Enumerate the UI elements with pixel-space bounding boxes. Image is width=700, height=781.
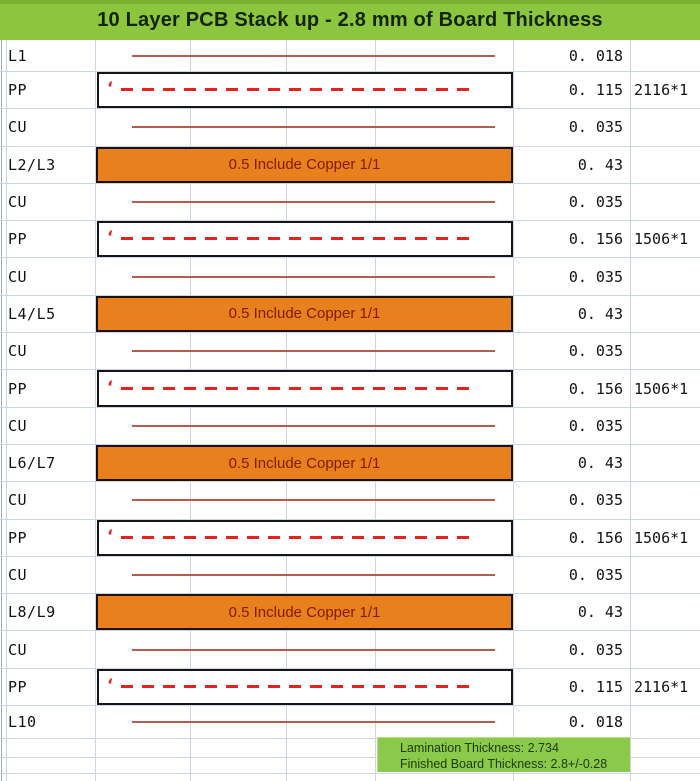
stackup-table (0, 40, 700, 739)
material-note (630, 445, 700, 481)
layer-graphic (95, 147, 513, 183)
layer-label: PP (8, 677, 28, 696)
thickness-value: 0. 018 (568, 46, 623, 65)
stackup-row (0, 184, 700, 221)
page-title: 10 Layer PCB Stack up - 2.8 mm of Board Thickness (97, 8, 603, 31)
layer-label: CU (8, 640, 28, 659)
layer-graphic (95, 594, 513, 630)
thickness-value: 0. 035 (568, 118, 623, 137)
thickness-value: 0. 035 (568, 416, 623, 435)
material-note (630, 40, 700, 71)
material-note (630, 184, 700, 220)
material-note (630, 557, 700, 593)
thickness-value: 0. 43 (577, 603, 623, 622)
prepreg-start-marker: ‘ (107, 376, 114, 396)
layer-label: PP (8, 81, 28, 100)
layer-label: PP (8, 230, 28, 249)
thickness-value: 0. 035 (568, 491, 623, 510)
material-note (630, 482, 700, 518)
layer-graphic (95, 333, 513, 369)
copper-trace-line (132, 126, 495, 128)
layer-label: CU (8, 566, 28, 584)
layer-label: L6/L7 (8, 454, 56, 473)
layer-graphic (95, 40, 513, 71)
material-note: 1506*1 (634, 230, 689, 249)
layer-label: L1 (8, 46, 28, 65)
layer-label: CU (8, 118, 28, 137)
thickness-value: 0. 035 (568, 640, 623, 659)
copper-trace-line (132, 499, 495, 501)
layer-label: CU (8, 193, 28, 212)
stackup-row (0, 482, 700, 519)
copper-trace-line (132, 574, 495, 576)
thickness-value: 0. 035 (568, 566, 623, 584)
finished-board-thickness-text: Finished Board Thickness: 2.8+/-0.28 (400, 757, 608, 771)
layer-graphic (95, 221, 513, 257)
layer-label: CU (8, 416, 28, 435)
layer-graphic (95, 631, 513, 667)
copper-trace-line (132, 721, 495, 723)
stackup-row (0, 40, 700, 72)
prepreg-dashed-line (121, 536, 473, 539)
stackup-row (0, 557, 700, 594)
stackup-row (0, 706, 700, 739)
layer-graphic (95, 482, 513, 518)
material-note: 1506*1 (634, 528, 689, 547)
layer-graphic (95, 370, 513, 406)
stackup-row (0, 408, 700, 445)
material-note (630, 594, 700, 630)
core-box-label: 0.5 Include Copper 1/1 (228, 305, 381, 323)
thickness-value: 0. 035 (568, 342, 623, 361)
material-note (630, 333, 700, 369)
layer-label: L10 (8, 713, 37, 732)
material-note (630, 147, 700, 183)
layer-graphic (95, 520, 513, 556)
prepreg-box (97, 669, 513, 705)
layer-label: L2/L3 (8, 155, 56, 174)
stackup-row (0, 72, 700, 109)
stackup-row (0, 631, 700, 668)
layer-label: CU (8, 491, 28, 510)
core-box (96, 296, 513, 332)
material-note (630, 631, 700, 667)
copper-trace-line (132, 201, 495, 203)
material-note: 2116*1 (634, 81, 689, 100)
layer-graphic (95, 408, 513, 444)
stackup-row (0, 669, 700, 706)
layer-graphic (95, 72, 513, 108)
layer-label: L8/L9 (8, 603, 56, 622)
stackup-row (0, 520, 700, 557)
material-note (630, 408, 700, 444)
core-box (96, 445, 513, 481)
material-note: 2116*1 (634, 677, 689, 696)
layer-label: L4/L5 (8, 304, 56, 323)
copper-trace-line (132, 649, 495, 651)
thickness-value: 0. 115 (568, 677, 623, 696)
lamination-thickness-text: Lamination Thickness: 2.734 (400, 741, 559, 755)
stackup-row (0, 333, 700, 370)
layer-label: PP (8, 379, 28, 398)
prepreg-start-marker: ‘ (107, 525, 114, 545)
prepreg-box (97, 520, 513, 556)
thickness-value: 0. 156 (568, 379, 623, 398)
prepreg-start-marker: ‘ (107, 227, 114, 247)
prepreg-dashed-line (121, 88, 473, 91)
copper-trace-line (132, 425, 495, 427)
layer-label: PP (8, 528, 28, 547)
thickness-value: 0. 035 (568, 267, 623, 286)
thickness-summary-box (377, 737, 630, 772)
thickness-value: 0. 018 (568, 713, 623, 732)
prepreg-box (97, 370, 513, 406)
material-note (630, 296, 700, 332)
bottom-gridline-2 (0, 773, 700, 774)
copper-trace-line (132, 276, 495, 278)
core-box (96, 594, 513, 630)
prepreg-dashed-line (121, 387, 473, 390)
material-note: 1506*1 (634, 379, 689, 398)
core-box-label: 0.5 Include Copper 1/1 (228, 156, 381, 174)
prepreg-box (97, 221, 513, 257)
stackup-row (0, 221, 700, 258)
prepreg-box (97, 72, 513, 108)
layer-label: CU (8, 342, 28, 361)
thickness-value: 0. 156 (568, 230, 623, 249)
thickness-value: 0. 156 (568, 528, 623, 547)
layer-graphic (95, 669, 513, 705)
stackup-row (0, 594, 700, 631)
layer-graphic (95, 109, 513, 145)
stackup-row (0, 296, 700, 333)
thickness-value: 0. 43 (577, 304, 623, 323)
layer-graphic (95, 557, 513, 593)
stackup-row (0, 109, 700, 146)
layer-graphic (95, 184, 513, 220)
prepreg-start-marker: ‘ (107, 674, 114, 694)
thickness-value: 0. 43 (577, 155, 623, 174)
stackup-row (0, 258, 700, 295)
title-bar (0, 0, 700, 40)
layer-graphic (95, 296, 513, 332)
stackup-row (0, 147, 700, 184)
material-note (630, 109, 700, 145)
material-note (630, 706, 700, 738)
thickness-value: 0. 115 (568, 81, 623, 100)
layer-graphic (95, 258, 513, 294)
core-box (96, 147, 513, 183)
title-bar-top-accent (0, 0, 700, 4)
thickness-value: 0. 035 (568, 193, 623, 212)
layer-graphic (95, 706, 513, 738)
layer-graphic (95, 445, 513, 481)
copper-trace-line (132, 55, 495, 57)
copper-trace-line (132, 350, 495, 352)
stackup-row (0, 445, 700, 482)
thickness-value: 0. 43 (577, 454, 623, 473)
stackup-row (0, 370, 700, 407)
prepreg-dashed-line (121, 237, 473, 240)
material-note (630, 258, 700, 294)
core-box-label: 0.5 Include Copper 1/1 (228, 603, 381, 621)
prepreg-dashed-line (121, 685, 473, 688)
core-box-label: 0.5 Include Copper 1/1 (228, 454, 381, 472)
layer-label: CU (8, 267, 28, 286)
prepreg-start-marker: ‘ (107, 78, 114, 98)
